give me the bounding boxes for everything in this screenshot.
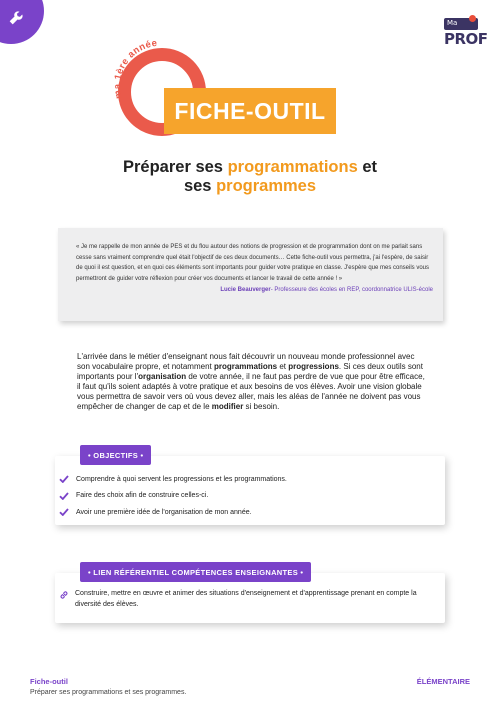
title-part1: Préparer ses [122, 158, 228, 176]
logo-dot [469, 15, 476, 22]
title-highlight-1: programmations [227, 158, 358, 176]
intro-bold: progressions [288, 362, 339, 371]
wrench-icon [6, 6, 28, 28]
corner-badge [0, 0, 44, 44]
referentiel-tag: • LIEN RÉFÉRENTIEL COMPÉTENCES ENSEIGNANTES • [80, 562, 311, 582]
intro-text: et [277, 362, 289, 371]
intro-bold: modifier [211, 402, 244, 411]
title-highlight-2: programmes [216, 177, 317, 195]
check-icon [59, 492, 69, 500]
check-icon [59, 475, 69, 483]
maprof-logo [444, 18, 488, 56]
page-title [0, 158, 500, 196]
title-part2: et [357, 158, 378, 176]
quote-author [76, 287, 433, 293]
objectif-item [59, 471, 429, 488]
fiche-outil-badge: FICHE-OUTIL [164, 88, 336, 134]
intro-text: . Si ces deux outils sont importants pour l' [77, 362, 423, 381]
check-icon [59, 508, 69, 516]
objectif-text: Comprendre à quoi servent les progressions et les programmations. [76, 475, 287, 483]
footer-left [30, 677, 186, 696]
intro-bold: programmations [213, 362, 278, 371]
intro-paragraph [77, 352, 427, 412]
objectif-text: Faire des choix afin de construire celles-ci. [76, 492, 209, 500]
ring-text: ma 1ère année [112, 37, 159, 100]
svg-text:ma 1ère année [112, 38, 158, 100]
objectif-item [59, 488, 429, 505]
footer-level: ÉLÉMENTAIRE [416, 677, 470, 686]
objectifs-tag: • OBJECTIFS • [80, 445, 151, 465]
title-part3: ses [183, 177, 217, 195]
objectif-text: Avoir une première idée de l'organisation de mon année. [76, 508, 252, 516]
referentiel-text: Construire, mettre en œuvre et animer des situations d'enseignement et d'apprentissage prenant en compte la diversité des élèves. [75, 590, 417, 608]
intro-bold: organisation [138, 372, 187, 381]
logo-word: PROF [444, 30, 488, 48]
referentiel-item [59, 589, 431, 610]
intro-text: de votre année, il ne faut pas perdre de vue que pour être efficace, il faut qu'ils soient adaptés à votre pratique et aux besoins de vos élèves. Avoir une vision globale vous permettra de savoir vers où vous devez aller, mais les aléas de l'année ne doivent pas vous empêcher de changer de cap et de le [77, 372, 425, 411]
logo-top-text: Ma [447, 19, 458, 27]
footer-subtitle: Préparer ses programmations et ses programmes. [30, 689, 187, 696]
author-name: Lucie Beauverger [220, 287, 271, 293]
link-icon [59, 590, 69, 600]
intro-text: L'arrivée dans le métier d'enseignant nous fait découvrir un nouveau monde professionnel avec son vocabulaire propre, et notamment [77, 352, 415, 371]
testimonial-quote [58, 228, 443, 321]
author-role: - Professeure des écoles en REP, coordonnatrice ULIS-école [270, 287, 433, 293]
quote-text: « Je me rappelle de mon année de PES et du flou autour des notions de progression et de programmation dont on me parlait sans cesse sans vraiment comprendre quel était l'objectif de ces deux documents… Cette fiche-outil vous permettra, j'ai l'espère, de saisir de quoi il est question, et en quoi ces éléments sont importants pour guider votre pratique en classe. J'espère que mes conseils vous permettront de guider votre réflexion pour créer vos documents et lancer le travail de cette année ! » [76, 244, 430, 282]
intro-text: si besoin. [243, 402, 280, 411]
footer-title: Fiche-outil [30, 677, 68, 686]
objectifs-list [59, 471, 429, 521]
objectif-item [59, 504, 429, 521]
